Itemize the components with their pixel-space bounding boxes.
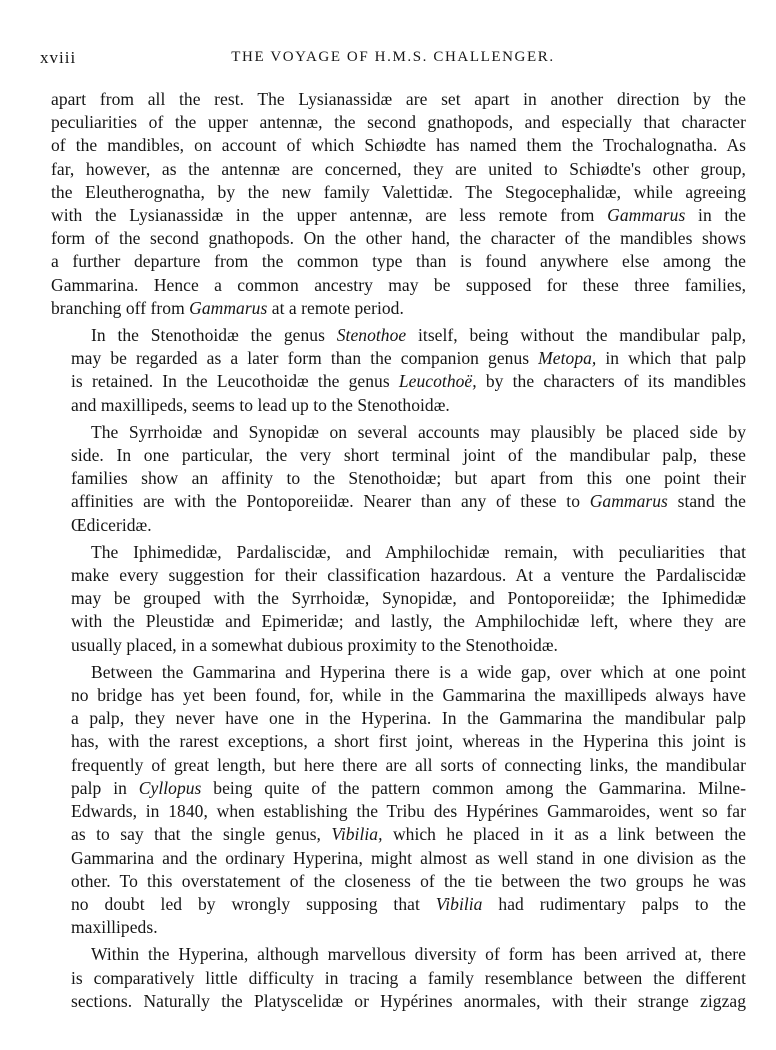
text-line	[51, 158, 746, 181]
page-number: xviii	[40, 48, 77, 67]
text-line	[51, 800, 746, 823]
text-run: Between the Gammarina and Hyperina there is a wide gap, over which at one point	[91, 661, 746, 682]
text-run: as to say that the single genus,	[71, 824, 332, 845]
text-run: The Iphimedidæ, Pardaliscidæ, and Amphilochidæ remain, with peculiarities that	[91, 541, 746, 562]
text-line	[51, 610, 746, 633]
text-line	[51, 870, 746, 893]
text-run: is retained. In the Leucothoidæ the genus	[71, 371, 399, 392]
text-line	[51, 181, 746, 204]
text-run: which he placed in it as a link between the	[382, 824, 746, 845]
text-run: had rudimentary palps to the	[482, 893, 746, 914]
text-line	[51, 916, 746, 939]
text-line	[51, 661, 746, 684]
text-line	[51, 274, 746, 297]
text-line	[51, 421, 746, 444]
text-run: at a remote period.	[267, 297, 404, 318]
body-text	[51, 88, 746, 1017]
text-run: with the Lysianassidæ in the upper antennæ, are less remote from	[51, 205, 608, 226]
italic-term: Metopa,	[538, 348, 597, 369]
text-run: the Eleutherognatha, by the new family Valettidæ. The Stegocephalidæ, while agreeing	[51, 181, 746, 202]
text-line	[51, 564, 746, 587]
italic-term: Gammarus	[189, 297, 268, 318]
text-run: a palp, they never have one in the Hyperina. In the Gammarina the mandibular palp	[71, 708, 746, 729]
italic-term: Vibilia	[435, 893, 483, 914]
text-run: Edwards, in 1840, when establishing the Tribu des Hypérines Gammaroides, went so far	[71, 801, 746, 822]
text-line	[51, 707, 746, 730]
text-run: families show an affinity to the Stenothoidæ; but apart from this one point their	[71, 468, 746, 489]
paragraph	[51, 541, 746, 657]
text-line	[51, 777, 746, 800]
text-run: and maxillipeds, seems to lead up to the Stenothoidæ.	[71, 394, 450, 415]
text-run: with the Pleustidæ and Epimeridæ; and lastly, the Amphilochidæ left, where they are	[71, 611, 746, 632]
text-line	[51, 823, 746, 846]
text-line	[51, 111, 746, 134]
text-run: in the	[685, 205, 746, 226]
paragraph	[51, 324, 746, 417]
text-run: Gammarina. Hence a common ancestry may be supposed for these three families,	[51, 274, 746, 295]
italic-term: Gammarus	[607, 205, 686, 226]
text-run: apart from all the rest. The Lysianassidæ are set apart in another direction by the	[51, 89, 746, 109]
text-line	[51, 297, 746, 320]
text-line	[51, 324, 746, 347]
text-run: itself, being without the mandibular palp,	[406, 325, 747, 346]
text-run: The Syrrhoidæ and Synopidæ on several accounts may plausibly be placed side by	[91, 421, 746, 442]
text-run: far, however, as the antennæ are concerned, they are united to Schiødte's other group,	[51, 158, 746, 179]
text-run: Œdiceridæ.	[71, 514, 152, 535]
text-run: In the Stenothoidæ the genus	[91, 325, 337, 346]
text-run: may be grouped with the Syrrhoidæ, Synopidæ, and Pontoporeiidæ; the Iphimedidæ	[71, 588, 746, 609]
text-line	[51, 730, 746, 753]
italic-term: Stenothoe	[336, 325, 407, 346]
text-line	[51, 204, 746, 227]
text-run: other. To this overstatement of the closeness of the tie between the two groups he was	[71, 870, 746, 891]
running-head-title: THE VOYAGE OF H.M.S. CHALLENGER.	[231, 49, 555, 65]
italic-term: Gammarus	[589, 491, 668, 512]
text-run: form of the second gnathopods. On the other hand, the character of the mandibles shows	[51, 228, 746, 249]
text-run: Gammarina and the ordinary Hyperina, might almost as well stand in one division as the	[71, 847, 746, 868]
text-run: no doubt led by wrongly supposing that	[71, 893, 436, 914]
italic-term: Leucothoë,	[398, 371, 477, 392]
page-header	[40, 48, 746, 72]
text-line	[51, 467, 746, 490]
text-run: in which that palp	[596, 348, 747, 369]
text-run: of the mandibles, on account of which Schiødte has named them the Trochalognatha. As	[51, 135, 746, 156]
text-run: side. In one particular, the very short terminal joint of the mandibular palp, these	[71, 445, 746, 466]
text-line	[51, 754, 746, 777]
text-line	[51, 250, 746, 273]
text-run: make every suggestion for their classification hazardous. At a venture the Pardaliscidæ	[71, 565, 746, 586]
text-run: is comparatively little difficulty in tracing a family resemblance between the different	[71, 967, 746, 988]
text-line	[51, 943, 746, 966]
text-line	[51, 227, 746, 250]
text-run: frequently of great length, but here there are all sorts of connecting links, the mandibular	[71, 754, 746, 775]
text-line	[51, 541, 746, 564]
text-run: by the characters of its mandibles	[476, 371, 746, 392]
text-run: branching off from	[51, 297, 190, 318]
text-line	[51, 634, 746, 657]
text-run: affinities are with the Pontoporeiidæ. Nearer than any of these to	[71, 491, 590, 512]
text-run: a further departure from the common type than is found anywhere else among the	[51, 251, 746, 272]
text-line	[51, 88, 746, 111]
text-run: has, with the rarest exceptions, a short first joint, whereas in the Hyperina this joint is	[71, 731, 746, 752]
text-line	[51, 490, 746, 513]
paragraph	[51, 943, 746, 1013]
text-line	[51, 347, 746, 370]
text-line	[51, 847, 746, 870]
paragraph	[51, 661, 746, 939]
italic-term: Vibilia,	[331, 824, 383, 845]
text-line	[51, 444, 746, 467]
text-run: Within the Hyperina, although marvellous diversity of form has been arrived at, there	[91, 944, 746, 965]
text-line	[51, 967, 746, 990]
text-run: no bridge has yet been found, for, while in the Gammarina the maxillipeds always have	[71, 685, 746, 706]
text-run: stand the	[667, 491, 747, 512]
text-line	[51, 134, 746, 157]
italic-term: Cyllopus	[138, 777, 202, 798]
text-line	[51, 587, 746, 610]
text-run: may be regarded as a later form than the companion genus	[71, 348, 539, 369]
text-run: being quite of the pattern common among the Gammarina. Milne-	[201, 777, 746, 798]
text-run: peculiarities of the upper antennæ, the second gnathopods, and especially that character	[51, 112, 746, 133]
text-run: palp in	[71, 777, 139, 798]
text-line	[51, 684, 746, 707]
text-run: usually placed, in a somewhat dubious proximity to the Stenothoidæ.	[71, 634, 558, 655]
text-line	[51, 370, 746, 393]
text-line	[51, 893, 746, 916]
paragraph	[51, 421, 746, 537]
text-run: sections. Naturally the Platyscelidæ or Hypérines anormales, with their strange zigzag	[71, 990, 746, 1011]
paragraph	[51, 88, 746, 320]
text-line	[51, 394, 746, 417]
text-line	[51, 990, 746, 1013]
text-run: maxillipeds.	[71, 917, 158, 938]
text-line	[51, 514, 746, 537]
